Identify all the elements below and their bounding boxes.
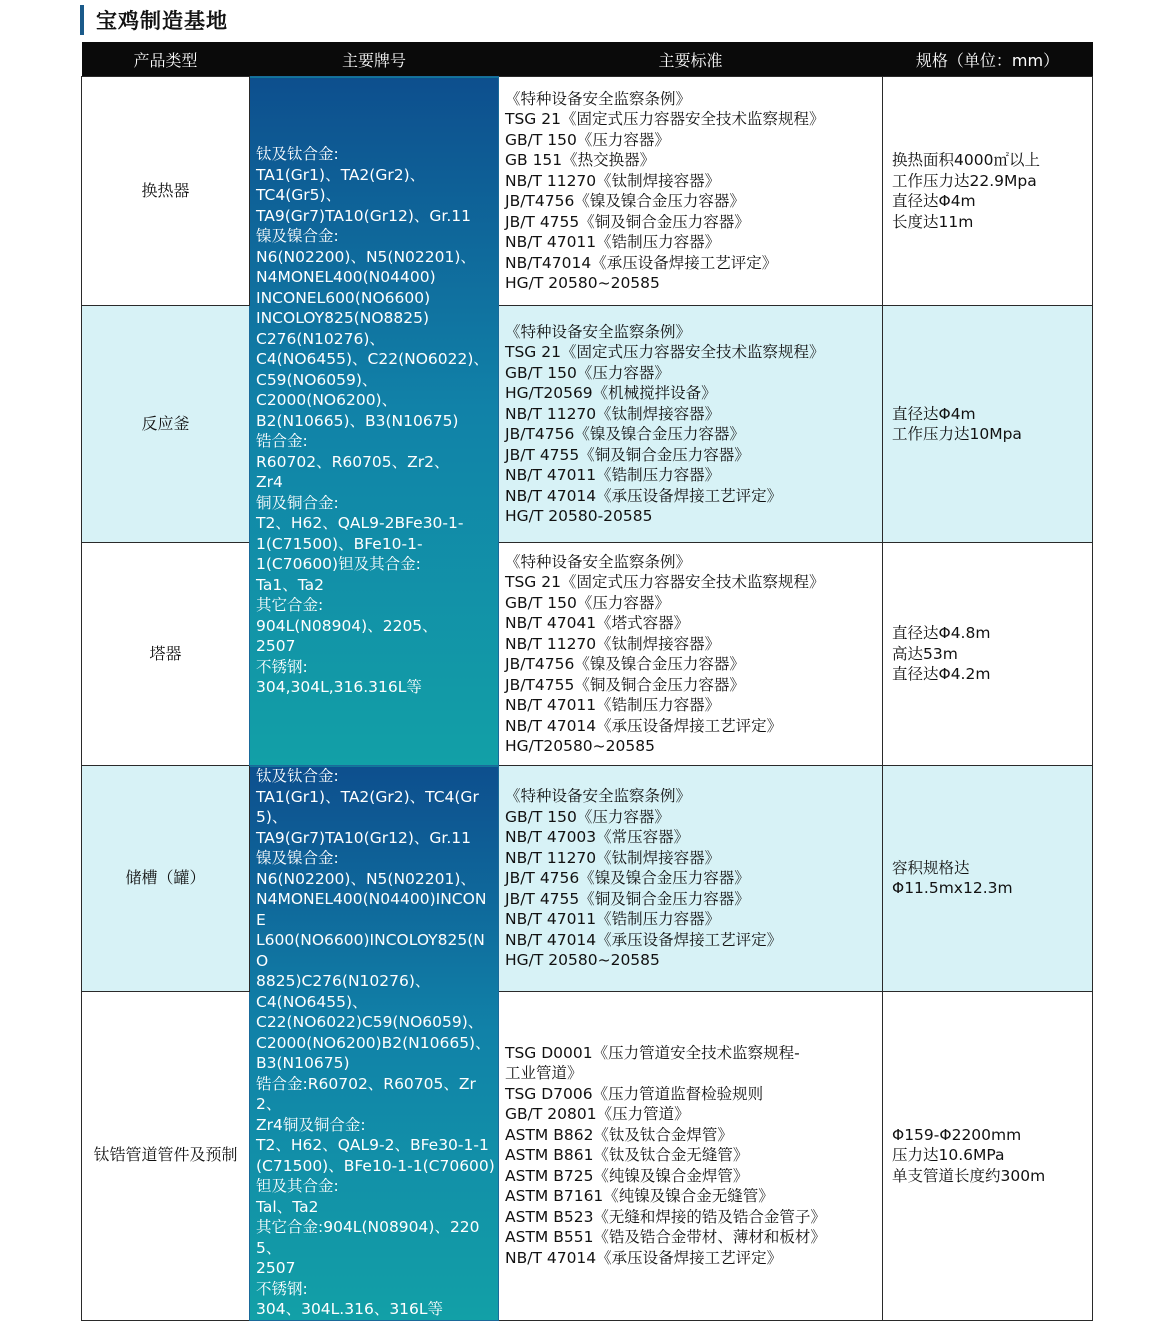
text-line: 锆合金:R60702、R60705、Zr2、 (256, 1074, 476, 1113)
text-line: GB 151《热交换器》 (505, 151, 656, 169)
text-line: 904L(N08904)、2205、 (256, 616, 438, 635)
text-line: N4MONEL400(N04400) (256, 268, 436, 287)
text-line: 高达53m (892, 644, 958, 663)
text-line: T2、H62、QAL9-2、BFe30-1-1 (256, 1136, 489, 1154)
text-line: C2000(NO6200)B2(N10665)、 (256, 1033, 491, 1052)
text-line: C276(N10276)、 (256, 329, 385, 348)
grade-list (256, 144, 496, 698)
text-line: B3(N10675) (256, 1054, 350, 1072)
text-line: NB/T 47041《塔式容器》 (505, 614, 690, 632)
text-line: TA9(Gr7)TA10(Gr12)、Gr.11 (256, 206, 471, 225)
text-line: 304、304L.316、316L等 (256, 1300, 444, 1318)
grade-cell (250, 766, 499, 1321)
text-line: GB/T 150《压力容器》 (505, 130, 670, 149)
text-line: 工作压力达10Mpa (892, 425, 1022, 443)
text-line: TA1(Gr1)、TA2(Gr2)、TC4(Gr5)、 (256, 787, 479, 826)
text-line: 钛及钛合金: (256, 767, 339, 785)
text-line: INCOLOY825(NO8825) (256, 309, 430, 328)
text-line: 1(C70600)钽及其合金: (256, 555, 421, 574)
text-line: JB/T 4755《铜及铜合金压力容器》 (505, 445, 750, 464)
text-line: NB/T 47014《承压设备焊接工艺评定》 (505, 486, 783, 505)
text-line: 锆合金: (256, 432, 308, 451)
text-line: HG/T 20580~20585 (505, 274, 660, 292)
grade-list (256, 766, 496, 1320)
grade-cell (250, 77, 499, 766)
text-line: HG/T20569《机械搅拌设备》 (505, 384, 717, 402)
text-line: R60702、R60705、Zr2、 (256, 452, 450, 471)
text-line: 铜及铜合金: (256, 493, 339, 512)
standards-cell (499, 543, 883, 766)
text-line: 不锈钢: (256, 657, 308, 676)
table-row (82, 766, 1093, 992)
text-line: ASTM B725《纯镍及镍合金焊管》 (505, 1166, 749, 1185)
text-line: Φ11.5mx12.3m (892, 879, 1013, 898)
spec-cell (883, 766, 1093, 992)
text-line: TSG 21《固定式压力容器安全技术监察规程》 (505, 573, 825, 591)
text-line: JB/T4756《镍及镍合金压力容器》 (505, 192, 745, 210)
section-header (80, 4, 228, 36)
text-line: JB/T4756《镍及镍合金压力容器》 (505, 425, 745, 443)
text-line: 2507 (256, 637, 296, 656)
text-line: TSG 21《固定式压力容器安全技术监察规程》 (505, 343, 825, 361)
spec-cell (883, 543, 1093, 766)
text-line: N6(N02200)、N5(N02201)、 (256, 869, 476, 888)
text-line: TSG D0001《压力管道安全技术监察规程- (505, 1043, 800, 1062)
text-line: 直径达Φ4.2m (892, 665, 991, 684)
text-line: GB/T 150《压力容器》 (505, 807, 670, 826)
text-line: 2507 (256, 1259, 296, 1277)
text-line: N6(N02200)、N5(N02201)、 (256, 247, 476, 266)
text-line: NB/T 47011《锆制压力容器》 (505, 233, 721, 251)
text-line: 单支管道长度约300m (892, 1166, 1046, 1185)
text-line: NB/T 47011《锆制压力容器》 (505, 466, 721, 484)
text-line: JB/T 4755《铜及铜合金压力容器》 (505, 889, 750, 908)
text-line: 8825)C276(N10276)、 (256, 972, 431, 990)
text-line: 镍及镍合金: (256, 227, 339, 246)
text-line: NB/T 47011《锆制压力容器》 (505, 696, 721, 714)
text-line: NB/T47014《承压设备焊接工艺评定》 (505, 253, 778, 272)
text-line: C2000(NO6200)、 (256, 391, 398, 410)
text-line: JB/T 4755《铜及铜合金压力容器》 (505, 212, 750, 231)
text-line: 工作压力达22.9Mpa (892, 171, 1037, 190)
table-row (82, 991, 1093, 1320)
text-line: HG/T20580~20585 (505, 737, 655, 755)
text-line: NB/T 47014《承压设备焊接工艺评定》 (505, 1248, 783, 1267)
text-line: 镍及镍合金: (256, 849, 339, 867)
product-type-cell: 换热器 (82, 77, 250, 306)
text-line: JB/T 4756《镍及镍合金压力容器》 (505, 869, 750, 888)
text-line: 304,304L,316.316L等 (256, 678, 422, 697)
text-line: TSG 21《固定式压力容器安全技术监察规程》 (505, 110, 825, 128)
text-line: C22(NO6022)C59(NO6059)、 (256, 1013, 484, 1031)
text-line: HG/T 20580~20585 (505, 951, 660, 970)
title-accent-bar (80, 5, 84, 35)
text-line: 长度达11m (892, 212, 974, 231)
text-line: 《特种设备安全监察条例》 (505, 322, 692, 341)
text-line: 钽及其合金: (256, 1177, 339, 1195)
text-line: HG/T 20580-20585 (505, 507, 653, 525)
table-row (82, 306, 1093, 543)
text-line: (C71500)、BFe10-1-1(C70600) (256, 1156, 495, 1175)
text-line: 直径达Φ4m (892, 404, 976, 423)
standards-cell (499, 77, 883, 306)
text-line: NB/T 47014《承压设备焊接工艺评定》 (505, 716, 783, 735)
text-line: 《特种设备安全监察条例》 (505, 787, 692, 806)
text-line: 《特种设备安全监察条例》 (505, 552, 692, 571)
text-line: TC4(Gr5)、 (256, 186, 342, 205)
text-line: ASTM B7161《纯镍及镍合金无缝管》 (505, 1187, 774, 1206)
text-line: 容积规格达 (892, 858, 970, 877)
header-standard: 主要标准 (499, 42, 883, 77)
text-line: 其它合金:904L(N08904)、2205、 (256, 1218, 480, 1257)
text-line: GB/T 150《压力容器》 (505, 593, 670, 612)
text-line: ASTM B862《钛及钛合金焊管》 (505, 1125, 733, 1144)
text-line: JB/T4755《铜及铜合金压力容器》 (505, 675, 745, 694)
text-line: Tal、Ta2 (256, 1197, 319, 1216)
text-line: NB/T 11270《钛制焊接容器》 (505, 848, 721, 867)
text-line: Zr4铜及铜合金: (256, 1115, 366, 1134)
text-line: C59(NO6059)、 (256, 370, 378, 389)
text-line: ASTM B551《锆及锆合金带材、薄材和板材》 (505, 1228, 826, 1247)
text-line: ASTM B523《无缝和焊接的锆及锆合金管子》 (505, 1207, 826, 1226)
header-product-type: 产品类型 (82, 42, 250, 77)
product-type-cell: 反应釜 (82, 306, 250, 543)
text-line: GB/T 150《压力容器》 (505, 363, 670, 382)
header-spec: 规格（单位：mm） (883, 42, 1093, 77)
text-line: 工业管道》 (505, 1064, 583, 1083)
text-line: JB/T4756《镍及镍合金压力容器》 (505, 655, 745, 673)
text-line: N4MONEL400(N04400)INCONE (256, 890, 487, 929)
product-type-cell: 钛锆管道管件及预制 (82, 991, 250, 1320)
spec-cell (883, 306, 1093, 543)
text-line: NB/T 11270《钛制焊接容器》 (505, 404, 721, 423)
product-table (81, 42, 1093, 1321)
text-line: 《特种设备安全监察条例》 (505, 89, 692, 108)
text-line: 钛及钛合金: (256, 145, 339, 164)
text-line: Zr4 (256, 473, 283, 492)
table-header-row (82, 42, 1093, 77)
text-line: Φ159-Φ2200mm (892, 1125, 1022, 1144)
header-grade: 主要牌号 (250, 42, 499, 77)
spec-cell (883, 991, 1093, 1320)
standards-cell (499, 306, 883, 543)
text-line: INCONEL600(NO6600) (256, 288, 431, 307)
text-line: TA9(Gr7)TA10(Gr12)、Gr.11 (256, 828, 471, 847)
text-line: NB/T 47011《锆制压力容器》 (505, 910, 721, 929)
page-title: 宝鸡制造基地 (96, 9, 228, 33)
text-line: NB/T 47014《承压设备焊接工艺评定》 (505, 930, 783, 949)
text-line: GB/T 20801《压力管道》 (505, 1105, 690, 1124)
text-line: ASTM B861《钛及钛合金无缝管》 (505, 1146, 749, 1165)
text-line: 1(C71500)、BFe10-1- (256, 534, 423, 553)
table-row (82, 543, 1093, 766)
product-type-cell: 储槽（罐） (82, 766, 250, 992)
text-line: 换热面积4000㎡以上 (892, 151, 1040, 169)
product-type-cell: 塔器 (82, 543, 250, 766)
text-line: NB/T 47003《常压容器》 (505, 828, 690, 847)
standards-cell (499, 991, 883, 1320)
text-line: 直径达Φ4.8m (892, 624, 991, 643)
text-line: NB/T 11270《钛制焊接容器》 (505, 171, 721, 190)
text-line: L600(NO6600)INCOLOY825(NO (256, 931, 485, 970)
spec-cell (883, 77, 1093, 306)
text-line: 压力达10.6MPa (892, 1146, 1005, 1165)
text-line: Ta1、Ta2 (256, 575, 325, 594)
text-line: TA1(Gr1)、TA2(Gr2)、 (256, 165, 426, 184)
text-line: C4(NO6455)、 (256, 992, 368, 1011)
text-line: NB/T 11270《钛制焊接容器》 (505, 634, 721, 653)
text-line: T2、H62、QAL9-2BFe30-1- (256, 514, 464, 533)
text-line: B2(N10665)、B3(N10675) (256, 411, 459, 430)
text-line: 其它合金: (256, 596, 324, 615)
text-line: C4(NO6455)、C22(NO6022)、 (256, 350, 489, 369)
standards-cell (499, 766, 883, 992)
text-line: 直径达Φ4m (892, 192, 976, 210)
text-line: 不锈钢: (256, 1279, 308, 1298)
table-row (82, 77, 1093, 306)
text-line: TSG D7006《压力管道监督检验规则 (505, 1084, 764, 1103)
